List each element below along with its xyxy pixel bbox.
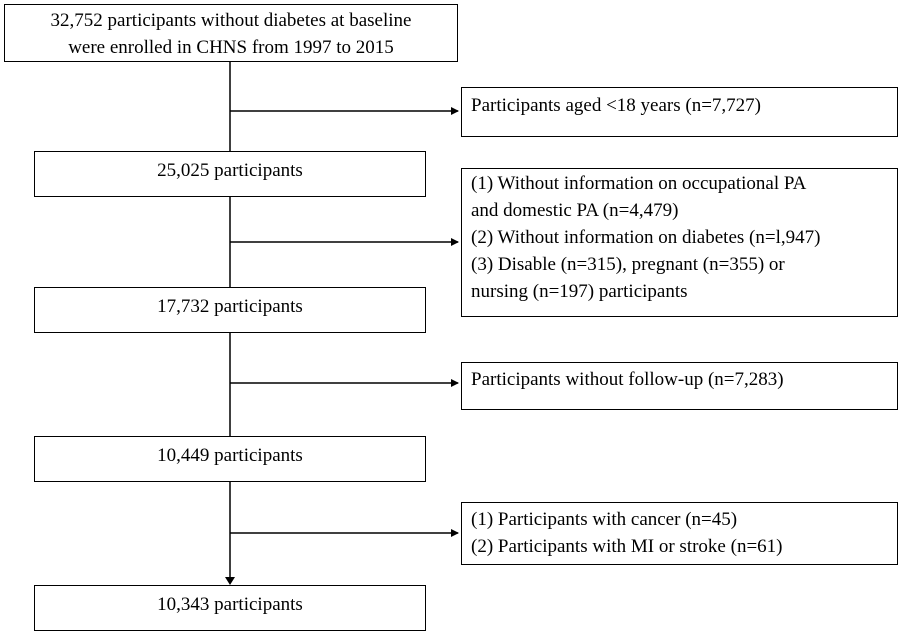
exclusion-missing-line-4: (3) Disable (n=315), pregnant (n=355) or xyxy=(471,254,785,275)
step-box-17732 xyxy=(34,287,426,333)
exclusion-box-disease xyxy=(461,502,898,565)
step-25025-label: 25,025 participants xyxy=(157,160,303,181)
baseline-line-1: 32,752 participants without diabetes at baseline xyxy=(50,10,412,31)
exclusion-box-follow-up xyxy=(461,362,898,410)
exclusion-disease-line-2: (2) Participants with MI or stroke (n=61) xyxy=(471,536,783,557)
final-cohort-label: 10,343 participants xyxy=(157,594,303,615)
step-box-10449 xyxy=(34,436,426,482)
exclusion-missing-line-3: (2) Without information on diabetes (n=l,947) xyxy=(471,227,821,248)
exclusion-box-age xyxy=(461,87,898,137)
exclusion-disease-line-1: (1) Participants with cancer (n=45) xyxy=(471,509,738,530)
exclusion-missing-line-2: and domestic PA (n=4,479) xyxy=(471,200,679,221)
final-cohort-box xyxy=(34,585,426,631)
baseline-line-2: were enrolled in CHNS from 1997 to 2015 xyxy=(68,37,394,58)
exclusion-box-missing-info xyxy=(461,168,898,317)
exclusion-missing-line-1: (1) Without information on occupational PA xyxy=(471,173,807,194)
exclusion-age-line: Participants aged <18 years (n=7,727) xyxy=(471,95,761,116)
baseline-cohort-box xyxy=(4,4,458,62)
step-10449-label: 10,449 participants xyxy=(157,445,303,466)
final-arrowhead xyxy=(225,577,235,585)
exclusion-missing-line-5: nursing (n=197) participants xyxy=(471,281,688,302)
exclusion-follow-up-line: Participants without follow-up (n=7,283) xyxy=(471,369,784,390)
step-box-25025 xyxy=(34,151,426,197)
step-17732-label: 17,732 participants xyxy=(157,296,303,317)
